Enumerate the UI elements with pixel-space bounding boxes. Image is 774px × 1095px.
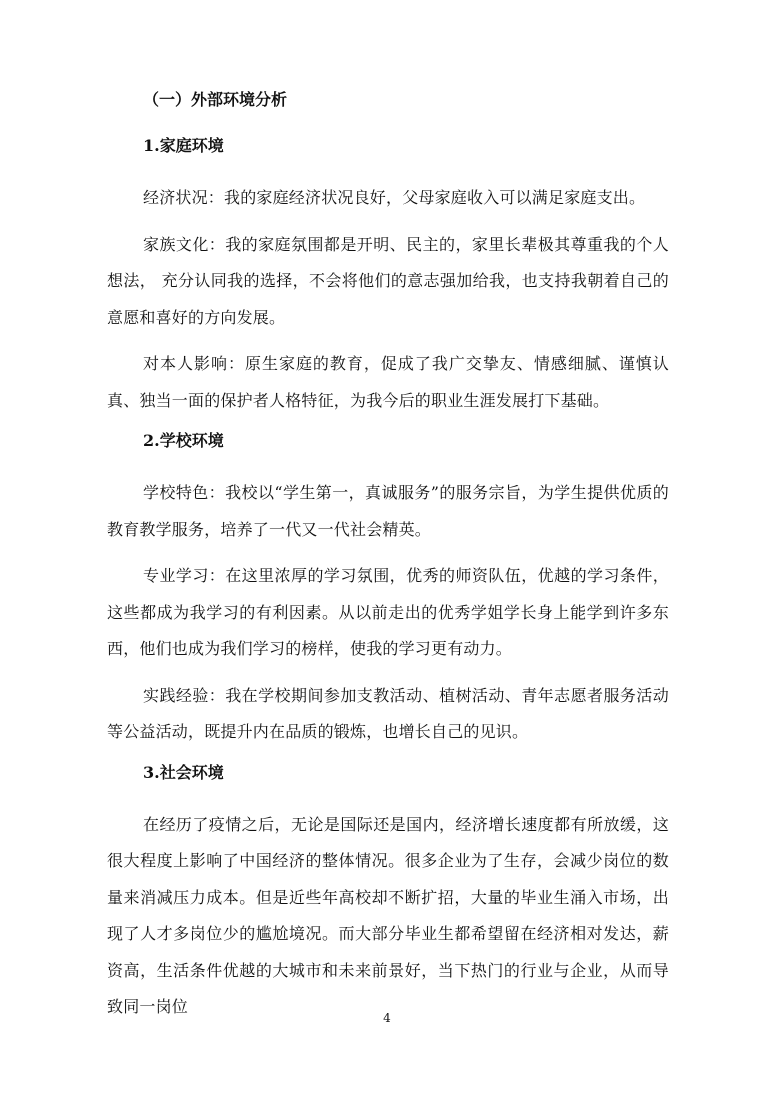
school-environment-heading: 2.学校环境 xyxy=(143,431,224,450)
school-practice-paragraph: 实践经验：我在学校期间参加支教活动、植树活动、青年志愿者服务活动等公益活动，既提升内在品质的锻炼，也增长自己的见识。 xyxy=(107,685,669,741)
family-culture-paragraph: 家族文化：我的家庭氛围都是开明、民主的，家里长辈极其尊重我的个人想法， 充分认同我的选择，不会将他们的意志强加给我，也支持我朝着自己的意愿和喜好的方向发展。 xyxy=(107,234,669,327)
school-study-paragraph: 专业学习：在这里浓厚的学习氛围，优秀的师资队伍，优越的学习条件，这些都成为我学习的有利因素。从以前走出的优秀学姐学长身上能学到许多东西，他们也成为我们学习的榜样，使我的学习更有动力。 xyxy=(107,566,669,658)
main-section-heading: （一）外部环境分析 xyxy=(143,90,288,109)
social-environment-paragraph: 在经历了疫情之后，无论是国际还是国内，经济增长速度都有所放缓，这很大程度上影响了中国经济的整体情况。很多企业为了生存，会减少岗位的数量来消减压力成本。但是近些年高校却不断扩招，大量的毕业生涌入市场，出现了人才多岗位少的尴尬境况。而大部分毕业生都希望留在经济相对发达，薪资高，生活条件优越的大城市和未来前景好，当下热门的行业与企业，从而导致同一岗位 xyxy=(107,814,669,1016)
social-environment-heading: 3.社会环境 xyxy=(143,762,224,782)
document-body xyxy=(107,88,669,1036)
page-number: 4 xyxy=(383,1011,391,1025)
family-environment-heading: 1.家庭环境 xyxy=(143,136,224,155)
family-economy-paragraph: 经济状况：我的家庭经济状况良好，父母家庭收入可以满足家庭支出。 xyxy=(143,188,646,207)
family-influence-paragraph: 对本人影响：原生家庭的教育，促成了我广交挚友、情感细腻、谨慎认真、独当一面的保护者人格特征，为我今后的职业生涯发展打下基础。 xyxy=(107,354,669,410)
school-features-paragraph: 学校特色：我校以“学生第一，真诚服务”的服务宗旨，为学生提供优质的教育教学服务，培养了一代又一代社会精英。 xyxy=(107,483,669,539)
